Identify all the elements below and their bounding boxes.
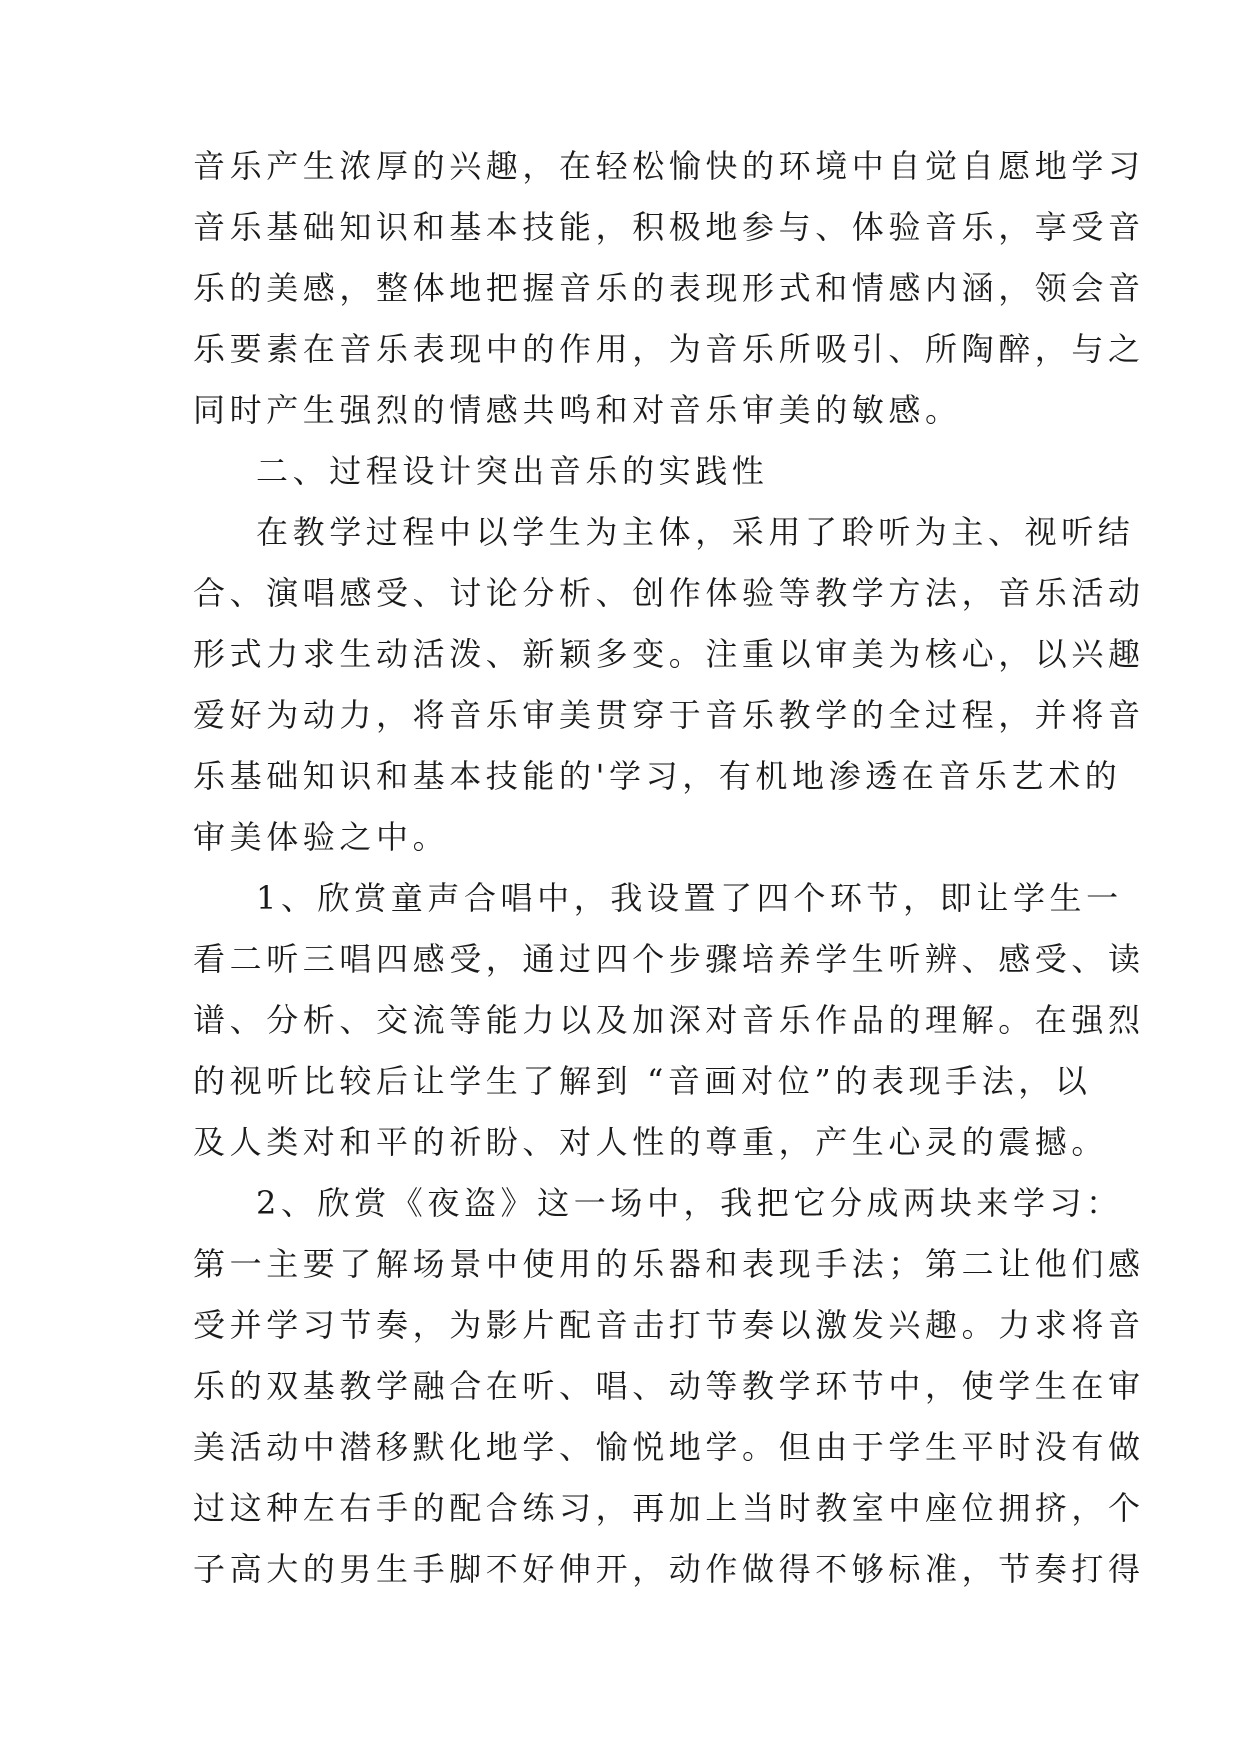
text-line: 乐的美感，整体地把握音乐的表现形式和情感内涵，领会音	[193, 269, 1145, 307]
text-line: 过这种左右手的配合练习，再加上当时教室中座位拥挤，个	[193, 1489, 1145, 1527]
text-line: 同时产生强烈的情感共鸣和对音乐审美的敏感。	[193, 391, 962, 429]
text-line: 谱、分析、交流等能力以及加深对音乐作品的理解。在强烈	[193, 1001, 1145, 1039]
text-line: 子高大的男生手脚不好伸开，动作做得不够标准，节奏打得	[193, 1550, 1145, 1588]
text-line: 形式力求生动活泼、新颖多变。注重以审美为核心，以兴趣	[193, 635, 1145, 673]
text-line: 音乐产生浓厚的兴趣，在轻松愉快的环境中自觉自愿地学习	[193, 147, 1145, 185]
text-line: 乐基础知识和基本技能的'学习，有机地渗透在音乐艺术的	[193, 757, 1122, 795]
text-line: 审美体验之中。	[193, 818, 450, 856]
text-line: 看二听三唱四感受，通过四个步骤培养学生听辨、感受、读	[193, 940, 1145, 978]
text-line: 的视听比较后让学生了解到 “音画对位”的表现手法，以	[193, 1062, 1092, 1100]
text-line: 爱好为动力，将音乐审美贯穿于音乐教学的全过程，并将音	[193, 696, 1145, 734]
text-line: 在教学过程中以学生为主体，采用了聆听为主、视听结	[256, 513, 1135, 551]
text-line: 乐的双基教学融合在听、唱、动等教学环节中，使学生在审	[193, 1367, 1145, 1405]
text-line: 1、欣赏童声合唱中，我设置了四个环节，即让学生一	[256, 879, 1123, 917]
text-line: 第一主要了解场景中使用的乐器和表现手法；第二让他们感	[193, 1245, 1145, 1283]
text-line: 合、演唱感受、讨论分析、创作体验等教学方法，音乐活动	[193, 574, 1145, 612]
text-line: 音乐基础知识和基本技能，积极地参与、体验音乐，享受音	[193, 208, 1145, 246]
text-line: 美活动中潜移默化地学、愉悦地学。但由于学生平时没有做	[193, 1428, 1145, 1466]
text-line: 及人类对和平的祈盼、对人性的尊重，产生心灵的震撼。	[193, 1123, 1109, 1161]
section-heading: 二、过程设计突出音乐的实践性	[256, 452, 769, 490]
text-line: 乐要素在音乐表现中的作用，为音乐所吸引、所陶醉，与之	[193, 330, 1145, 368]
text-line: 2、欣赏《夜盗》这一场中，我把它分成两块来学习：	[256, 1184, 1123, 1222]
text-line: 受并学习节奏，为影片配音击打节奏以激发兴趣。力求将音	[193, 1306, 1145, 1344]
